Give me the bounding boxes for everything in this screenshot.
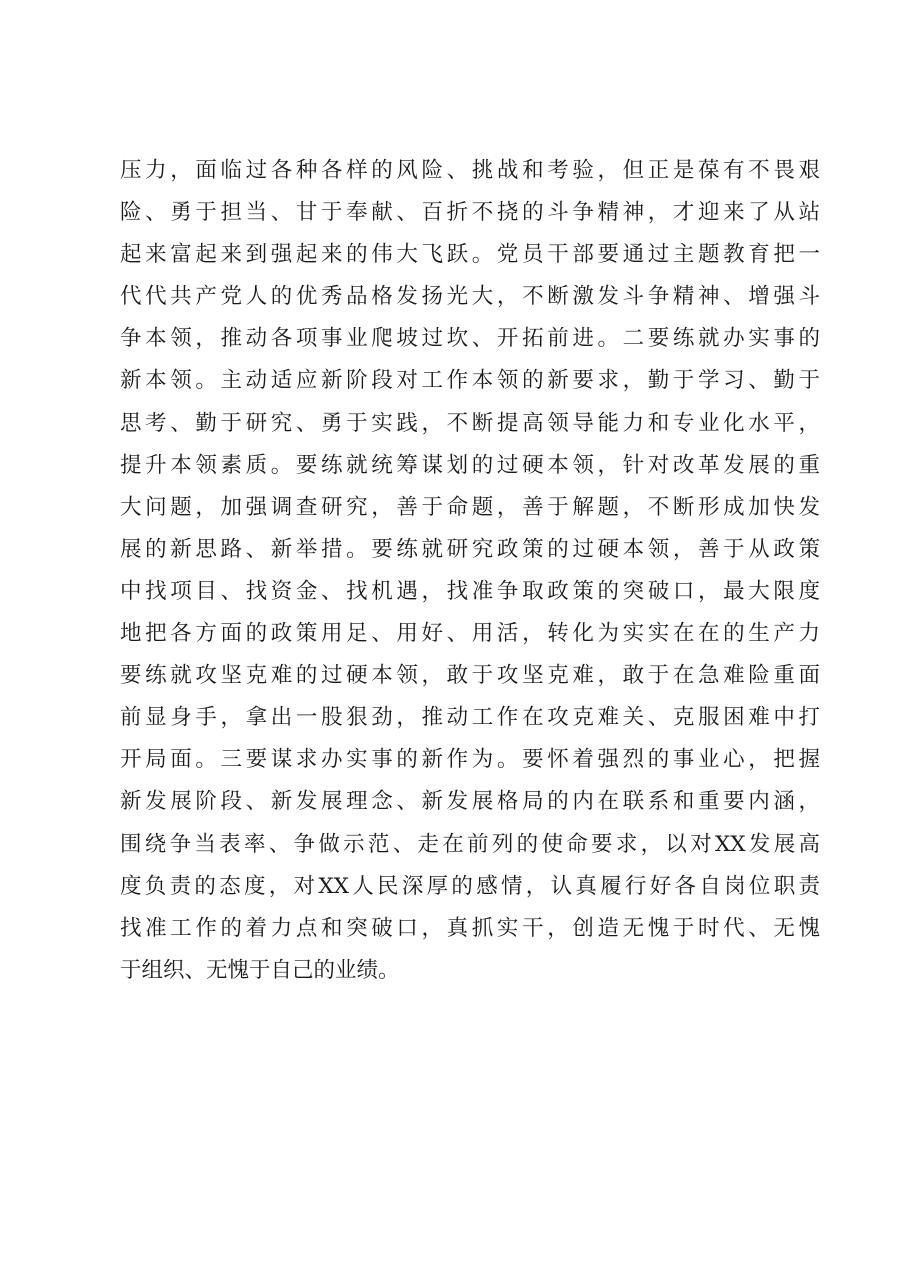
- text-line: 压力，面临过各种各样的风险、挑战和考验，但正是葆有不畏艰: [120, 158, 820, 183]
- text-line: 新本领。主动适应新阶段对工作本领的新要求，勤于学习、勤于: [120, 368, 820, 394]
- text-line: 提升本领素质。要练就统筹谋划的过硬本领，针对改革发展的重: [120, 452, 820, 478]
- text-line: 度负责的态度，对XX人民深厚的感情，认真履行好各自岗位职责: [120, 873, 820, 899]
- text-line: 要练就攻坚克难的过硬本领，敢于攻坚克难，敢于在急难险重面: [120, 663, 820, 689]
- text-line: 险、勇于担当、甘于奉献、百折不挠的斗争精神，才迎来了从站: [120, 200, 820, 226]
- text-line: 中找项目、找资金、找机遇，找准争取政策的突破口，最大限度: [120, 578, 820, 604]
- text-line: 围绕争当表率、争做示范、走在前列的使命要求，以对XX发展高: [120, 831, 820, 857]
- text-line: 争本领，推动各项事业爬坡过坎、开拓前进。二要练就办实事的: [120, 326, 820, 352]
- text-line-last: 于组织、无愧于自己的业绩。: [120, 957, 400, 983]
- text-line: 思考、勤于研究、勇于实践，不断提高领导能力和专业化水平，: [120, 410, 820, 436]
- text-line: 开局面。三要谋求办实事的新作为。要怀着强烈的事业心，把握: [120, 747, 820, 773]
- text-line: 大问题，加强调查研究，善于命题，善于解题，不断形成加快发: [120, 494, 820, 520]
- text-line: 找准工作的着力点和突破口，真抓实干，创造无愧于时代、无愧: [120, 915, 820, 941]
- text-line: 起来富起来到强起来的伟大飞跃。党员干部要通过主题教育把一: [120, 242, 820, 268]
- text-line: 展的新思路、新举措。要练就研究政策的过硬本领，善于从政策: [120, 536, 820, 562]
- text-line: 新发展阶段、新发展理念、新发展格局的内在联系和重要内涵，: [120, 789, 820, 815]
- body-text: [120, 150, 820, 992]
- text-line: 前显身手，拿出一股狠劲，推动工作在攻克难关、克服困难中打: [120, 705, 820, 731]
- text-line: 地把各方面的政策用足、用好、用活，转化为实实在在的生产力: [120, 621, 820, 647]
- text-line: 代代共产党人的优秀品格发扬光大，不断激发斗争精神、增强斗: [120, 284, 820, 310]
